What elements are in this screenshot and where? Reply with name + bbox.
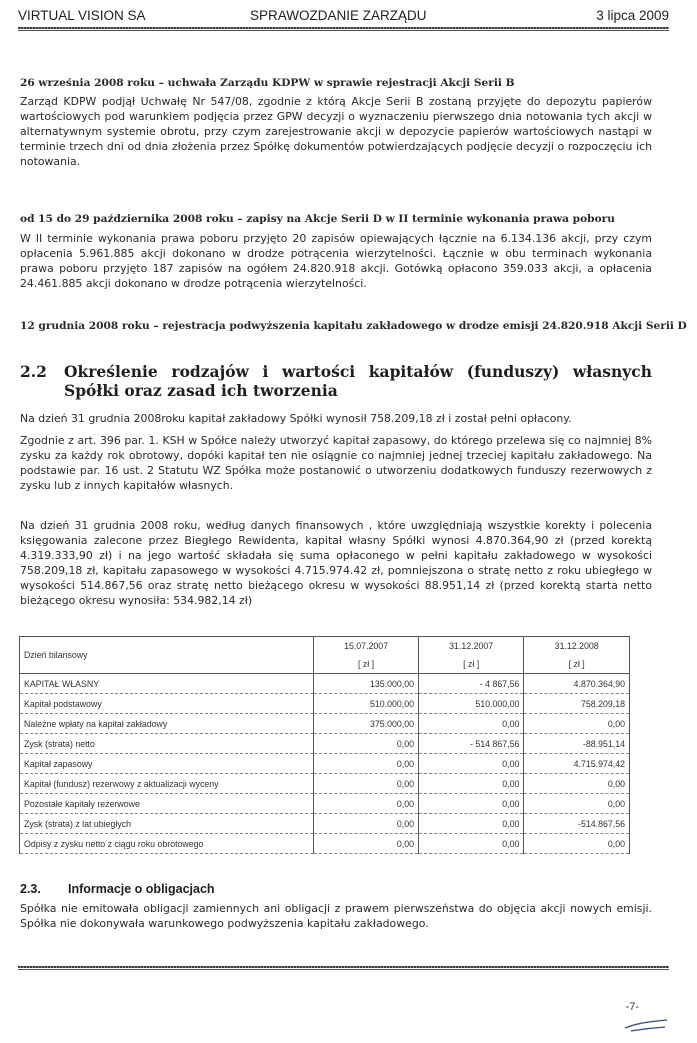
table-cell-value: 0,00 bbox=[418, 714, 523, 734]
table-row-label: Zysk (strata) netto bbox=[20, 734, 314, 754]
table-cell-value: 0,00 bbox=[314, 774, 419, 794]
table-row bbox=[20, 674, 630, 694]
table-row bbox=[20, 834, 630, 854]
section-2-2-paragraph-3: Na dzień 31 grudnia 2008 roku, według danych finansowych , które uwzględniają wszystkie korekty i polecenia księgowania zalecone przez Biegłego Rewidenta, kapitał własny Spółki wynosi 4.870.364,90 zł (przed korektą 4.319.333,90 zł) i na jego wartość składała się suma opłaconego w pełni kapitału zakładowego w wysokości 758.209,18 zł, kapitału zapasowego w wysokości 4.715.974.42 zł, pomniejszona o stratę netto z roku ubiegłego w wysokości 514.867,56 oraz stratę netto bieżącego okresu w wysokości 88.951,14 zł (przed korektą starta netto bieżącego okresu wynosiła: 534.982,14 zł) bbox=[20, 519, 652, 607]
section-2-3-title: Informacje o obligacjach bbox=[68, 882, 215, 896]
table-row bbox=[20, 814, 630, 834]
event-2-text: W II terminie wykonania prawa poboru przyjęto 20 zapisów opiewających łącznie na 6.134.136 akcji, przy czym opłacenia 5.961.885 akcji dokonano w drodze potrącenia wierzytelności. Łącznie w obu terminach wykonania prawa poboru przyjęto 187 zapisów na ogółem 24.820.918 akcji. Gotówką opłacono 359.033 akcji, a opłacenia 24.461.885 akcji dokonano w drodze potrącenia wierzytelności. bbox=[20, 232, 652, 290]
section-2-2-paragraph-2: Zgodnie z art. 396 par. 1. KSH w Spółce należy utworzyć kapitał zapasowy, do którego przelewa się co najmniej 8% zysku za każdy rok obrotowy, dopóki kapitał ten nie osiągnie co najmniej jednej trzeciej kapitału zakładowego. Na podstawie par. 16 ust. 2 Statutu WZ Spółka może postanowić o utworzeniu dodatkowych funduszy rezerwowych z zysku lub z innych kapitałów własnych. bbox=[20, 434, 652, 492]
table-row-label: Zysk (strata) z lat ubiegłych bbox=[20, 814, 314, 834]
table-body bbox=[20, 674, 630, 854]
table-cell-value: 0,00 bbox=[418, 834, 523, 854]
table-col-date: 31.12.2008 bbox=[524, 637, 630, 656]
table-cell-value: 0,00 bbox=[314, 794, 419, 814]
event-3-title: 12 grudnia 2008 roku – rejestracja podwyższenia kapitału zakładowego w drodze emisji 24.820.918 Akcji Serii D bbox=[20, 320, 687, 332]
table-row-label: Kapitał (fundusz) rezerwowy z aktualizacji wyceny bbox=[20, 774, 314, 794]
section-2-2-number: 2.2 bbox=[20, 362, 47, 381]
table-col-unit: [ zł ] bbox=[314, 655, 419, 674]
table-cell-value: 4.715.974,42 bbox=[524, 754, 630, 774]
table-cell-value: 0,00 bbox=[314, 834, 419, 854]
page-number: -7- bbox=[625, 1001, 639, 1013]
header-rule bbox=[18, 27, 669, 29]
table-cell-value: - 4 867,56 bbox=[418, 674, 523, 694]
table-cell-value: 0,00 bbox=[314, 734, 419, 754]
table-cell-value: 0,00 bbox=[314, 754, 419, 774]
table-cell-value: 0,00 bbox=[524, 834, 630, 854]
header-rule-thin bbox=[18, 30, 669, 31]
table-row bbox=[20, 714, 630, 734]
header-date: 3 lipca 2009 bbox=[596, 8, 669, 23]
table-row-label: Kapitał podstawowy bbox=[20, 694, 314, 714]
footer-rule-thin bbox=[18, 969, 669, 970]
table-row-label: Pozostałe kapitały rezerwowe bbox=[20, 794, 314, 814]
table-cell-value: -514.867,56 bbox=[524, 814, 630, 834]
footer-rule bbox=[18, 966, 669, 968]
table-row bbox=[20, 794, 630, 814]
table-col-unit: [ zł ] bbox=[524, 655, 630, 674]
table-col-date: 31.12.2007 bbox=[418, 637, 523, 656]
table-row-label: KAPITAŁ WŁASNY bbox=[20, 674, 314, 694]
section-2-3-heading bbox=[20, 882, 652, 896]
table-header-label: Dzień bilansowy bbox=[20, 637, 314, 674]
table-cell-value: 0,00 bbox=[524, 774, 630, 794]
section-2-3-paragraph: Spółka nie emitowała obligacji zamiennych ani obligacji z prawem pierwszeństwa do objęcia akcji nowych emisji. Spółka nie dokonywała warunkowego podwyższenia kapitału zakładowego. bbox=[20, 902, 652, 930]
table-cell-value: -88.951,14 bbox=[524, 734, 630, 754]
table-row-label: Należne wpłaty na kapitał zakładowy bbox=[20, 714, 314, 734]
table-row bbox=[20, 734, 630, 754]
table-cell-value: 4.870.364,90 bbox=[524, 674, 630, 694]
table-cell-value: 0,00 bbox=[418, 774, 523, 794]
table-cell-value: 0,00 bbox=[314, 814, 419, 834]
initials-mark bbox=[621, 1014, 673, 1034]
section-2-3-number: 2.3. bbox=[20, 882, 41, 896]
section-2-2-title: Określenie rodzajów i wartości kapitałów (funduszy) własnych Spółki oraz zasad ich tworzenia bbox=[64, 362, 652, 400]
page-header bbox=[18, 8, 669, 26]
table-row-label: Odpisy z zysku netto z ciągu roku obrotowego bbox=[20, 834, 314, 854]
header-company: VIRTUAL VISION SA bbox=[18, 8, 146, 23]
table-cell-value: 0,00 bbox=[524, 714, 630, 734]
table-row-label: Kapitał zapasowy bbox=[20, 754, 314, 774]
table-cell-value: - 514 867,56 bbox=[418, 734, 523, 754]
table-cell-value: 510.000,00 bbox=[418, 694, 523, 714]
table-cell-value: 0,00 bbox=[418, 754, 523, 774]
table-col-date: 15.07.2007 bbox=[314, 637, 419, 656]
table-row bbox=[20, 774, 630, 794]
event-1-title: 26 września 2008 roku – uchwała Zarządu KDPW w sprawie rejestracji Akcji Serii B bbox=[20, 77, 515, 89]
table-cell-value: 135.000,00 bbox=[314, 674, 419, 694]
table-row bbox=[20, 694, 630, 714]
header-report-title: SPRAWOZDANIE ZARZĄDU bbox=[250, 8, 427, 23]
equity-table bbox=[19, 636, 630, 854]
table-row bbox=[20, 754, 630, 774]
table-header-row bbox=[20, 637, 630, 656]
section-2-2-paragraph-1: Na dzień 31 grudnia 2008roku kapitał zakładowy Spółki wynosił 758.209,18 zł i został pełni opłacony. bbox=[20, 412, 572, 425]
table-cell-value: 0,00 bbox=[418, 814, 523, 834]
event-1-text: Zarząd KDPW podjął Uchwałę Nr 547/08, zgodnie z którą Akcje Serii B zostaną przyjęte do depozytu papierów wartościowych pod warunkiem podjęcia przez GPW decyzji o wyznaczeniu pierwszego dnia notowania tych akcji w alternatywnym systemie obrotu, przy czym zarejestrowanie akcji w depozycie papierów wartościowych nastąpi w terminie trzech dni od dnia złożenia przez Spółkę dokumentów potwierdzających podjęcie decyzji o rozpoczęciu ich notowania. bbox=[20, 95, 652, 168]
table-cell-value: 758.209,18 bbox=[524, 694, 630, 714]
section-2-2-heading bbox=[20, 362, 652, 400]
table-cell-value: 0,00 bbox=[524, 794, 630, 814]
event-2-title: od 15 do 29 października 2008 roku – zapisy na Akcje Serii D w II terminie wykonania prawa poboru bbox=[20, 213, 615, 225]
table-cell-value: 510.000,00 bbox=[314, 694, 419, 714]
table-cell-value: 0,00 bbox=[418, 794, 523, 814]
table-cell-value: 375.000,00 bbox=[314, 714, 419, 734]
table-col-unit: [ zł ] bbox=[418, 655, 523, 674]
